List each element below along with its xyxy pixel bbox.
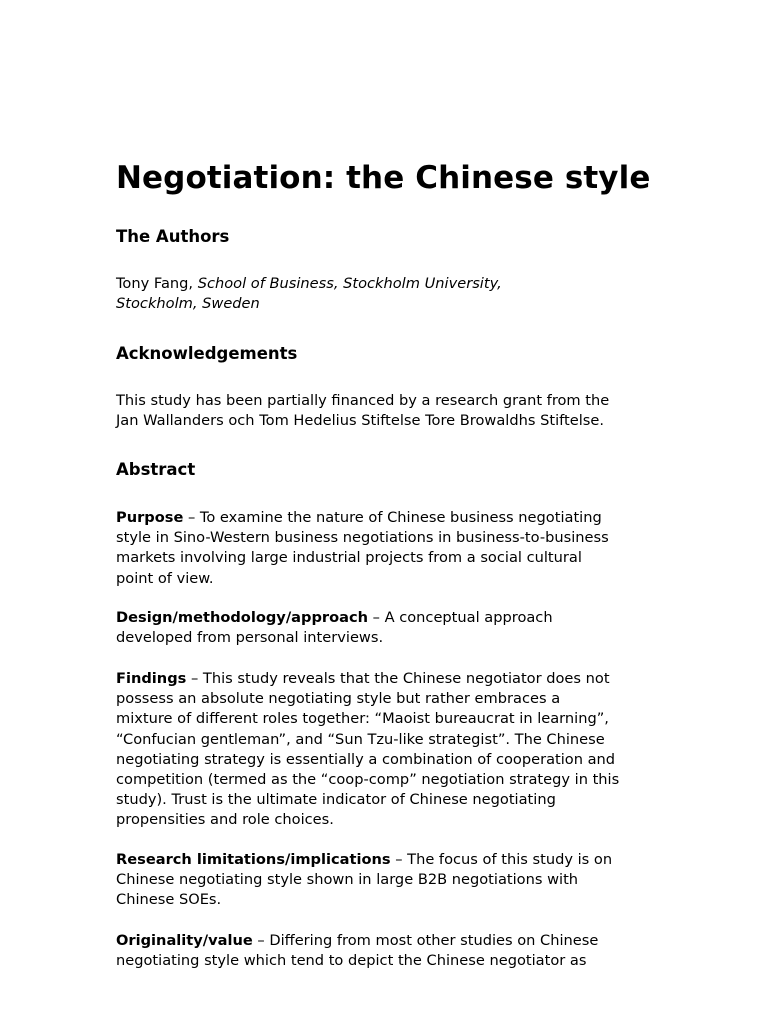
findings-line-7: study). Trust is the ultimate indicator of Chinese negotiating <box>116 791 556 809</box>
abstract-heading: Abstract <box>116 460 196 479</box>
design-line-1: – A conceptual approach <box>372 609 553 626</box>
abstract-purpose-paragraph <box>116 508 656 589</box>
purpose-line-2: style in Sino-Western business negotiations in business-to-business <box>116 529 609 547</box>
limitations-line-2: Chinese negotiating style shown in large B2B negotiations with <box>116 871 579 889</box>
acknowledgements-line-1: This study has been partially financed by a research grant from the <box>116 392 610 409</box>
findings-line-5: negotiating strategy is essentially a combination of cooperation and <box>116 750 616 768</box>
findings-line-6: competition (termed as the “coop-comp” negotiation strategy in this <box>116 771 620 789</box>
purpose-line-3: markets involving large industrial projects from a social cultural <box>116 549 582 567</box>
design-label: Design/methodology/approach <box>116 609 369 626</box>
authors-paragraph <box>116 274 656 314</box>
findings-line-3: mixture of different roles together: “Maoist bureaucrat in learning”, <box>116 710 609 728</box>
purpose-line-4: point of view. <box>116 569 214 587</box>
author-affiliation-line-2: Stockholm, Sweden <box>116 295 260 313</box>
purpose-line-1: – To examine the nature of Chinese business negotiating <box>187 509 602 526</box>
findings-label: Findings <box>116 670 187 687</box>
acknowledgements-heading: Acknowledgements <box>116 344 298 363</box>
abstract-originality-paragraph <box>116 931 656 971</box>
abstract-design-paragraph <box>116 608 656 648</box>
design-line-2: developed from personal interviews. <box>116 629 384 647</box>
limitations-line-1: – The focus of this study is on <box>395 851 613 868</box>
author-affiliation-line-1: School of Business, Stockholm University, <box>197 275 502 292</box>
findings-line-8: propensities and role choices. <box>116 811 334 829</box>
originality-label: Originality/value <box>116 932 253 949</box>
abstract-limitations-paragraph <box>116 850 656 911</box>
abstract-findings-paragraph <box>116 669 656 831</box>
findings-line-4: “Confucian gentleman”, and “Sun Tzu-like strategist”. The Chinese <box>116 730 605 748</box>
purpose-label: Purpose <box>116 509 184 526</box>
findings-line-2: possess an absolute negotiating style but rather embraces a <box>116 690 561 708</box>
acknowledgements-line-2: Jan Wallanders och Tom Hedelius Stiftelse Tore Browaldhs Stiftelse. <box>116 412 604 430</box>
originality-line-2: negotiating style which tend to depict the Chinese negotiator as <box>116 952 587 970</box>
authors-heading: The Authors <box>116 227 230 246</box>
originality-line-1: – Differing from most other studies on Chinese <box>257 932 599 949</box>
author-name: Tony Fang, <box>116 275 194 292</box>
limitations-line-3: Chinese SOEs. <box>116 891 222 909</box>
limitations-label: Research limitations/implications <box>116 851 391 868</box>
findings-line-1: – This study reveals that the Chinese negotiator does not <box>190 670 610 687</box>
acknowledgements-paragraph <box>116 391 656 431</box>
page-title: Negotiation: the Chinese style <box>116 160 651 196</box>
